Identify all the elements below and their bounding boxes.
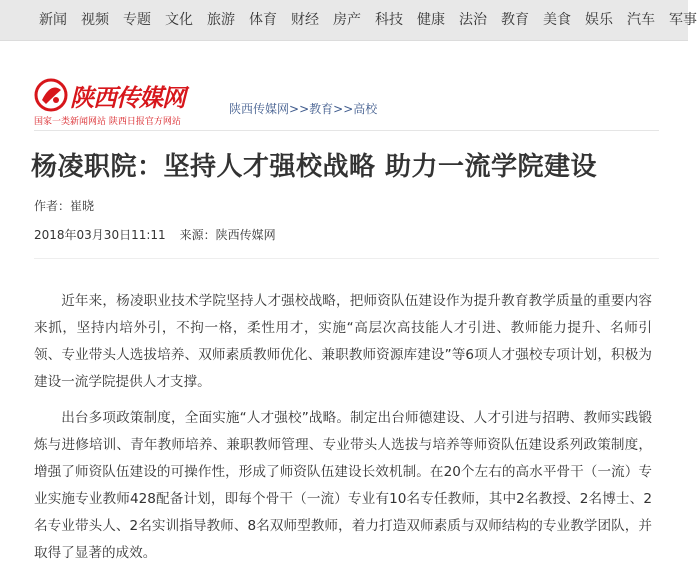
nav-item-tech[interactable]: 科技 — [375, 12, 403, 28]
breadcrumb — [229, 100, 377, 117]
nav-item-education[interactable]: 教育 — [501, 12, 529, 28]
logo-main — [34, 76, 185, 114]
nav-item-law[interactable]: 法治 — [459, 12, 487, 28]
nav-list — [0, 0, 697, 40]
logo-name: 陕西传媒网 — [70, 82, 185, 112]
article-author: 作者：崔晓 — [34, 199, 95, 213]
nav-item-entertainment[interactable]: 娱乐 — [585, 12, 613, 28]
meta-divider — [34, 258, 659, 259]
breadcrumb-university[interactable]: 高校 — [353, 102, 378, 116]
nav-item-health[interactable]: 健康 — [417, 12, 445, 28]
nav-item-realestate[interactable]: 房产 — [333, 12, 361, 28]
nav-item-food[interactable]: 美食 — [543, 12, 571, 28]
site-logo[interactable] — [34, 76, 210, 128]
logo-emblem-icon — [34, 78, 68, 112]
article-body — [34, 288, 652, 576]
nav-item-video[interactable]: 视频 — [81, 12, 109, 28]
nav-item-auto[interactable]: 汽车 — [627, 12, 655, 28]
breadcrumb-home[interactable]: 陕西传媒网 — [229, 102, 290, 116]
header-divider — [34, 130, 659, 131]
nav-item-culture[interactable]: 文化 — [165, 12, 193, 28]
nav-item-finance[interactable]: 财经 — [291, 12, 319, 28]
nav-item-travel[interactable]: 旅游 — [207, 12, 235, 28]
breadcrumb-separator: >> — [333, 102, 354, 116]
article-title: 杨凌职院：坚持人才强校战略 助力一流学院建设 — [31, 152, 598, 182]
article-paragraph: 出台多项政策制度，全面实施“人才强校”战略。制定出台师德建设、人才引进与招聘、教师实践锻炼与进修培训、青年教师培养、兼职教师管理、专业带头人选拔与培养等师资队伍建设系列政策制度，增强了师资队伍建设的可操作性，形成了师资队伍建设长效机制。在20个左右的高水平骨干（一流）专业实施专业教师428配备计划，即每个骨干（一流）专业有10名专任教师，其中2名教授、2名博士、2名专业带头人、2名实训指导教师、8名双师型教师，着力打造双师素质与双师结构的专业教学团队，并取得了显著的成效。 — [34, 410, 652, 561]
nav-item-military[interactable]: 军事 — [669, 12, 697, 28]
logo-slogan: 国家一类新闻网站 陕西日报官方网站 — [34, 117, 181, 127]
article-meta — [34, 226, 290, 243]
breadcrumb-education[interactable]: 教育 — [309, 102, 334, 116]
nav-item-topic[interactable]: 专题 — [123, 12, 151, 28]
nav-item-news[interactable]: 新闻 — [39, 12, 67, 28]
article-source: 来源：陕西传媒网 — [179, 228, 276, 242]
article-date: 2018年03月30日11:11 — [34, 228, 166, 242]
top-navigation — [0, 0, 697, 41]
breadcrumb-separator: >> — [289, 102, 310, 116]
nav-item-sports[interactable]: 体育 — [249, 12, 277, 28]
article-paragraph: 近年来，杨凌职业技术学院坚持人才强校战略，把师资队伍建设作为提升教育教学质量的重要内容来抓，坚持内培外引，不拘一格，柔性用才，实施“高层次高技能人才引进、教师能力提升、名师引领、专业带头人选拔培养、双师素质教师优化、兼职教师资源库建设”等6项人才强校专项计划，积极为建设一流学院提供人才支撑。 — [34, 293, 652, 390]
